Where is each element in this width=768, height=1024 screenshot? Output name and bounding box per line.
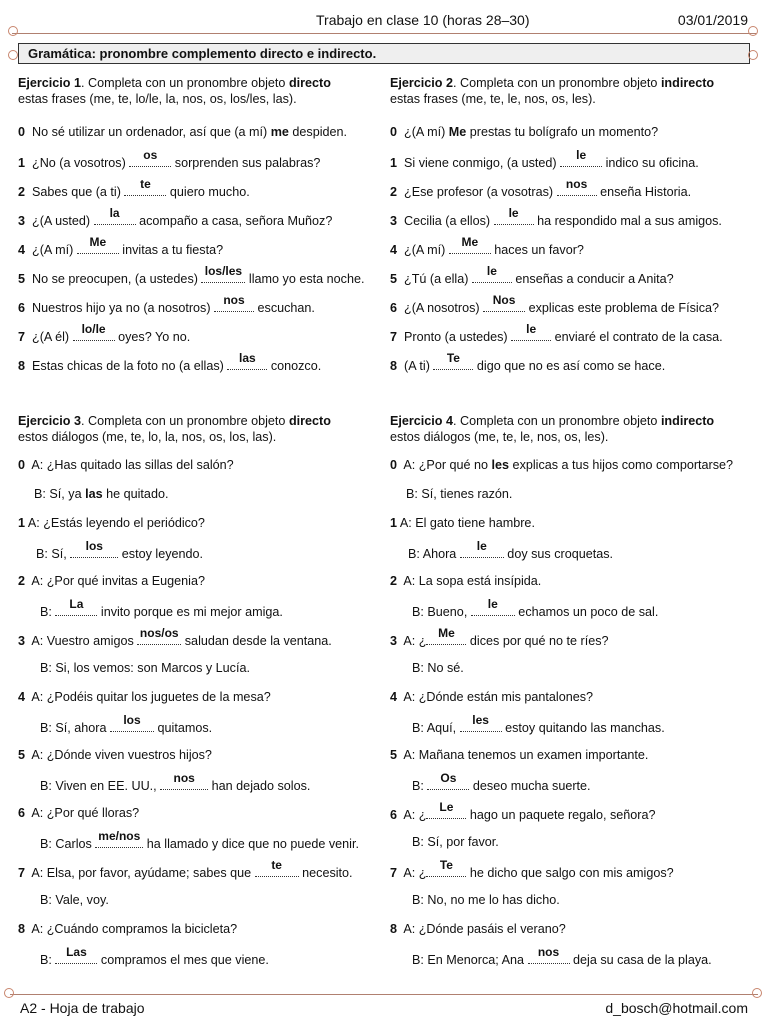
- exercise-line: [18, 235, 224, 257]
- instruction-keyword: indirecto: [660, 76, 715, 90]
- exercise-line: [18, 148, 321, 170]
- dialogue-text: A: ¿: [403, 866, 427, 880]
- topic-banner: [18, 43, 750, 64]
- answer-blank[interactable]: [426, 800, 466, 819]
- dialogue-a: [18, 921, 237, 937]
- answer-blank[interactable]: [255, 858, 299, 877]
- answer-blank[interactable]: [95, 829, 143, 848]
- exercise-line: [390, 206, 722, 228]
- exercise-line: [18, 177, 250, 199]
- sentence-text: (A ti): [404, 359, 434, 373]
- exercise-1: [18, 76, 380, 386]
- example-answer: las: [85, 487, 103, 501]
- sentence-text: escuchan.: [254, 301, 315, 315]
- instruction-options: estos diálogos (me, te, lo, la, nos, os, los, las).: [18, 429, 277, 444]
- answer-blank[interactable]: [471, 597, 515, 616]
- sentence-text: Sabes que (a ti): [32, 185, 125, 199]
- dialogue-text: hago un paquete regalo, señora?: [466, 808, 656, 822]
- dialogue-a: [18, 689, 271, 705]
- dialogue-text: B: En Menorca; Ana: [412, 953, 528, 967]
- answer-blank[interactable]: [227, 351, 267, 370]
- answer-text: Las: [66, 945, 87, 959]
- answer-text: nos/os: [139, 626, 179, 640]
- answer-text: me/nos: [98, 829, 141, 843]
- author-email: d_bosch@hotmail.com: [605, 1000, 748, 1016]
- sentence-text: ha respondido mal a sus amigos.: [533, 214, 722, 228]
- item-number: 6: [390, 808, 398, 822]
- dialogue-text: A: ¿: [403, 808, 427, 822]
- dialogue-b: [40, 945, 269, 967]
- item-number: 5: [390, 748, 398, 762]
- sentence-text: enviaré el contrato de la casa.: [551, 330, 723, 344]
- dialogue-b: [40, 713, 213, 735]
- answer-text: nos: [537, 945, 560, 959]
- dialogue-text: B: Viven en EE. UU.,: [40, 779, 161, 793]
- instruction-text: . Completa con un pronombre objeto: [453, 76, 661, 90]
- example-answer: les: [491, 458, 510, 472]
- dialogue-text: A: ¿Por qué lloras?: [31, 806, 140, 820]
- footer-divider: [10, 994, 758, 995]
- item-number: 0: [18, 458, 26, 472]
- item-number: 7: [390, 330, 398, 344]
- dialogue-b: [412, 945, 712, 967]
- header-divider: [12, 33, 756, 34]
- dialogue-text: B:: [412, 779, 428, 793]
- dialogue-text: A: El gato tiene hambre.: [399, 516, 535, 530]
- answer-blank[interactable]: [449, 235, 491, 254]
- answer-blank[interactable]: [55, 945, 97, 964]
- dialogue-text: B:: [40, 605, 56, 619]
- dialogue-text: echamos un poco de sal.: [514, 605, 659, 619]
- answer-blank[interactable]: [433, 351, 473, 370]
- dialogue-text: A: ¿Cuándo compramos la bicicleta?: [31, 922, 238, 936]
- sentence-text: ¿(A mí): [32, 243, 77, 257]
- answer-text: le: [508, 206, 519, 220]
- dialogue-text: A: Vuestro amigos: [31, 634, 138, 648]
- answer-text: Le: [439, 800, 454, 814]
- sentence-text: enseña Historia.: [596, 185, 692, 199]
- answer-text: le: [486, 264, 497, 278]
- dialogue-text: quitamos.: [154, 721, 213, 735]
- footer-label: A2 - Hoja de trabajo: [20, 1000, 145, 1016]
- dialogue-b: [36, 539, 204, 561]
- dialogue-text: explicas a tus hijos como comportarse?: [509, 458, 734, 472]
- exercise-3: [18, 414, 380, 974]
- answer-blank[interactable]: [460, 713, 502, 732]
- instruction-keyword: indirecto: [660, 414, 715, 428]
- answer-text: le: [526, 322, 537, 336]
- sentence-text: quiero mucho.: [166, 185, 250, 199]
- dialogue-a: [390, 689, 593, 705]
- dialogue-text: ha llamado y dice que no puede venir.: [143, 837, 359, 851]
- dialogue-a: [18, 805, 139, 821]
- item-number: 7: [18, 330, 26, 344]
- sentence-text: Si viene conmigo, (a usted): [404, 156, 561, 170]
- exercise-3-instructions: [18, 414, 331, 445]
- exercise-line: [390, 177, 692, 199]
- example-answer: Me: [448, 125, 467, 139]
- sentence-text: ¿(A nosotros): [404, 301, 484, 315]
- item-number: 6: [18, 806, 26, 820]
- answer-text: los: [123, 713, 141, 727]
- sentence-text: conozco.: [267, 359, 322, 373]
- dialogue-text: B: Vale, voy.: [40, 893, 109, 907]
- answer-blank[interactable]: [70, 539, 118, 558]
- answer-blank[interactable]: [201, 264, 245, 283]
- dialogue-text: A: ¿Por qué invitas a Eugenia?: [31, 574, 205, 588]
- answer-blank[interactable]: [110, 713, 154, 732]
- dialogue-text: han dejado solos.: [208, 779, 311, 793]
- dialogue-b: [406, 486, 512, 502]
- dialogue-a: [390, 858, 674, 880]
- dialogue-text: saludan desde la ventana.: [181, 634, 332, 648]
- dialogue-b: [412, 834, 499, 850]
- instruction-options: estas frases (me, te, le, nos, os, les).: [390, 91, 596, 106]
- dialogue-text: B: Bueno,: [412, 605, 471, 619]
- ornament-icon: [752, 988, 762, 998]
- sentence-text: ¿(A mí): [404, 243, 449, 257]
- ornament-icon: [4, 988, 14, 998]
- exercise-line: [18, 206, 333, 228]
- dialogue-text: A: ¿Por qué no: [403, 458, 492, 472]
- instruction-text: . Completa con un pronombre objeto: [81, 76, 289, 90]
- item-number: 2: [18, 574, 26, 588]
- answer-text: le: [487, 597, 498, 611]
- answer-blank[interactable]: [160, 771, 208, 790]
- answer-text: Me: [89, 235, 107, 249]
- sentence-text: Cecilia (a ellos): [404, 214, 494, 228]
- dialogue-text: he quitado.: [102, 487, 169, 501]
- exercise-line: [390, 322, 723, 344]
- dialogue-a: [390, 457, 733, 473]
- worksheet-title: Trabajo en clase 10 (horas 28–30): [316, 12, 530, 28]
- answer-blank[interactable]: [77, 235, 119, 254]
- answer-text: los/les: [204, 264, 243, 278]
- instruction-text: . Completa con un pronombre objeto: [81, 414, 289, 428]
- instruction-keyword: directo: [288, 414, 331, 428]
- item-number: 8: [18, 922, 26, 936]
- sentence-text: ¿No (a vosotros): [32, 156, 130, 170]
- sentence-text: Nuestros hijo ya no (a nosotros): [32, 301, 215, 315]
- dialogue-text: B: Carlos: [40, 837, 96, 851]
- dialogue-text: B:: [40, 953, 56, 967]
- item-number: 1: [390, 156, 398, 170]
- dialogue-a: [18, 573, 205, 589]
- dialogue-text: B: Si, los vemos: son Marcos y Lucía.: [40, 661, 250, 675]
- topic-banner-text: Gramática: pronombre complemento directo e indirecto.: [28, 46, 377, 61]
- sentence-text: despiden.: [288, 125, 348, 139]
- item-number: 8: [390, 922, 398, 936]
- dialogue-text: A: ¿Podéis quitar los juguetes de la mesa?: [31, 690, 271, 704]
- item-number: 2: [390, 574, 398, 588]
- item-number: 6: [18, 301, 26, 315]
- item-number: 0: [18, 125, 26, 139]
- item-number: 3: [390, 634, 398, 648]
- answer-text: le: [476, 539, 487, 553]
- dialogue-text: estoy quitando las manchas.: [501, 721, 665, 735]
- instruction-options: estos diálogos (me, te, le, nos, os, les).: [390, 429, 609, 444]
- dialogue-a: [390, 921, 566, 937]
- ornament-icon: [748, 50, 758, 60]
- answer-blank[interactable]: [124, 177, 166, 196]
- answer-blank[interactable]: [557, 177, 597, 196]
- sentence-text: ¿Ese profesor (a vosotras): [404, 185, 557, 199]
- dialogue-b: [412, 771, 591, 793]
- item-number: 3: [18, 634, 26, 648]
- dialogue-b: [40, 771, 311, 793]
- answer-blank[interactable]: [483, 293, 525, 312]
- answer-text: las: [238, 351, 256, 365]
- dialogue-text: A: ¿Dónde pasáis el verano?: [403, 922, 566, 936]
- dialogue-b: [412, 660, 464, 676]
- item-number: 7: [390, 866, 398, 880]
- dialogue-text: invito porque es mi mejor amiga.: [97, 605, 283, 619]
- answer-text: Me: [461, 235, 479, 249]
- answer-text: le: [576, 148, 587, 162]
- sentence-text: digo que no es así como se hace.: [473, 359, 666, 373]
- dialogue-text: B: Sí, ahora: [40, 721, 111, 735]
- sentence-text: Estas chicas de la foto no (a ellas): [32, 359, 228, 373]
- sentence-text: sorprenden sus palabras?: [171, 156, 321, 170]
- worksheet-date: 03/01/2019: [677, 12, 748, 28]
- answer-text: Nos: [492, 293, 516, 307]
- item-number: 2: [390, 185, 398, 199]
- answer-blank[interactable]: [511, 322, 551, 341]
- exercise-line: [390, 148, 699, 170]
- answer-blank[interactable]: [560, 148, 602, 167]
- item-number: 0: [390, 458, 398, 472]
- sentence-text: prestas tu bolígrafo un momento?: [466, 125, 659, 139]
- item-number: 5: [18, 748, 26, 762]
- dialogue-a: [390, 626, 609, 648]
- dialogue-text: A: Elsa, por favor, ayúdame; sabes que: [31, 866, 255, 880]
- answer-text: lo/le: [81, 322, 106, 336]
- dialogue-text: A: La sopa está insípida.: [403, 574, 542, 588]
- item-number: 4: [390, 690, 398, 704]
- item-number: 2: [18, 185, 26, 199]
- sentence-text: No se preocupen, (a ustedes): [32, 272, 202, 286]
- dialogue-b: [412, 892, 560, 908]
- item-number: 4: [18, 243, 26, 257]
- dialogue-text: B: Ahora: [408, 547, 460, 561]
- exercise-1-label: Ejercicio 1: [18, 76, 82, 90]
- dialogue-b: [40, 597, 283, 619]
- answer-text: la: [109, 206, 120, 220]
- sentence-text: ¿(A mí): [404, 125, 449, 139]
- dialogue-b: [408, 539, 614, 561]
- dialogue-text: B: Aquí,: [412, 721, 460, 735]
- item-number: 4: [390, 243, 398, 257]
- answer-blank[interactable]: [55, 597, 97, 616]
- item-number: 8: [390, 359, 398, 373]
- answer-blank[interactable]: [472, 264, 512, 283]
- sentence-text: llamo yo esta noche.: [245, 272, 365, 286]
- dialogue-b: [412, 713, 665, 735]
- answer-text: Os: [440, 771, 457, 785]
- answer-text: Te: [439, 858, 453, 872]
- item-number: 0: [390, 125, 398, 139]
- ornament-icon: [8, 26, 18, 36]
- ornament-icon: [8, 50, 18, 60]
- answer-blank[interactable]: [214, 293, 254, 312]
- exercise-1-instructions: [18, 76, 331, 107]
- dialogue-b: [40, 829, 359, 851]
- item-number: 7: [18, 866, 26, 880]
- exercise-3-label: Ejercicio 3: [18, 414, 82, 428]
- answer-blank[interactable]: [528, 945, 570, 964]
- ornament-icon: [748, 26, 758, 36]
- item-number: 3: [18, 214, 26, 228]
- sentence-text: enseñas a conducir a Anita?: [511, 272, 674, 286]
- answer-blank[interactable]: [94, 206, 136, 225]
- answer-blank[interactable]: [460, 539, 504, 558]
- dialogue-a: [390, 573, 541, 589]
- instruction-options: estas frases (me, te, lo/le, la, nos, os, los/les, las).: [18, 91, 297, 106]
- dialogue-text: B: Sí, ya: [34, 487, 86, 501]
- dialogue-a: [18, 457, 234, 473]
- dialogue-text: dices por qué no te ríes?: [466, 634, 609, 648]
- dialogue-text: estoy leyendo.: [118, 547, 204, 561]
- exercise-line: [18, 351, 322, 373]
- dialogue-a: [18, 626, 332, 648]
- answer-text: os: [143, 148, 158, 162]
- exercise-2-label: Ejercicio 2: [390, 76, 454, 90]
- exercise-2: [390, 76, 760, 386]
- answer-text: nos: [173, 771, 195, 785]
- dialogue-b: [34, 486, 168, 502]
- answer-text: Te: [446, 351, 460, 365]
- sentence-text: haces un favor?: [490, 243, 584, 257]
- exercise-line: [390, 235, 584, 257]
- dialogue-text: B: Sí, por favor.: [412, 835, 499, 849]
- dialogue-a: [390, 515, 535, 531]
- exercise-line: [18, 322, 191, 344]
- instruction-keyword: directo: [288, 76, 331, 90]
- sentence-text: indico su oficina.: [602, 156, 699, 170]
- dialogue-text: doy sus croquetas.: [503, 547, 614, 561]
- dialogue-text: A: ¿Estás leyendo el periódico?: [27, 516, 205, 530]
- dialogue-b: [412, 597, 659, 619]
- dialogue-a: [18, 515, 205, 531]
- dialogue-text: A: Mañana tenemos un examen importante.: [403, 748, 649, 762]
- item-number: 5: [18, 272, 26, 286]
- item-number: 3: [390, 214, 398, 228]
- exercise-line: [390, 264, 674, 286]
- page-header: [0, 12, 768, 34]
- sentence-text: acompaño a casa, señora Muñoz?: [135, 214, 333, 228]
- exercise-line: [18, 264, 365, 286]
- dialogue-text: compramos el mes que viene.: [97, 953, 269, 967]
- item-number: 8: [18, 359, 26, 373]
- answer-text: les: [472, 713, 489, 727]
- dialogue-b: [40, 892, 109, 908]
- answer-blank[interactable]: [427, 771, 469, 790]
- dialogue-text: A: ¿Dónde están mis pantalones?: [403, 690, 594, 704]
- dialogue-text: deja su casa de la playa.: [569, 953, 712, 967]
- sentence-text: ¿(A usted): [32, 214, 94, 228]
- exercise-line: [390, 293, 720, 315]
- instruction-text: . Completa con un pronombre objeto: [453, 414, 661, 428]
- sentence-text: No sé utilizar un ordenador, así que (a mí): [32, 125, 271, 139]
- answer-text: te: [271, 858, 282, 872]
- dialogue-text: B: Sí, tienes razón.: [406, 487, 513, 501]
- answer-blank[interactable]: [129, 148, 171, 167]
- dialogue-a: [18, 858, 353, 880]
- exercise-4-instructions: [390, 414, 714, 445]
- dialogue-text: necesito.: [298, 866, 353, 880]
- answer-blank[interactable]: [137, 626, 181, 645]
- item-number: 1: [18, 156, 26, 170]
- exercise-line: [18, 293, 315, 315]
- answer-blank[interactable]: [426, 858, 466, 877]
- example-answer: me: [270, 125, 289, 139]
- dialogue-text: A: ¿Has quitado las sillas del salón?: [31, 458, 234, 472]
- dialogue-text: A: ¿Dónde viven vuestros hijos?: [31, 748, 212, 762]
- item-number: 5: [390, 272, 398, 286]
- dialogue-a: [390, 747, 648, 763]
- exercise-line: [390, 351, 666, 373]
- answer-text: Me: [438, 626, 455, 640]
- item-number: 6: [390, 301, 398, 315]
- exercise-line: [18, 124, 347, 140]
- sentence-text: explicas este problema de Física?: [525, 301, 720, 315]
- dialogue-text: A: ¿: [403, 634, 427, 648]
- dialogue-a: [18, 747, 212, 763]
- item-number: 1: [390, 516, 398, 530]
- answer-text: La: [69, 597, 84, 611]
- dialogue-text: B: Sí,: [36, 547, 71, 561]
- answer-text: los: [85, 539, 103, 553]
- sentence-text: invitas a tu fiesta?: [118, 243, 224, 257]
- exercise-4: [390, 414, 760, 974]
- dialogue-b: [40, 660, 250, 676]
- sentence-text: ¿Tú (a ella): [404, 272, 472, 286]
- item-number: 1: [18, 516, 26, 530]
- answer-blank[interactable]: [494, 206, 534, 225]
- dialogue-text: B: No, no me lo has dicho.: [412, 893, 560, 907]
- answer-blank[interactable]: [73, 322, 115, 341]
- sentence-text: Pronto (a ustedes): [404, 330, 512, 344]
- exercise-line: [390, 124, 658, 140]
- sentence-text: oyes? Yo no.: [114, 330, 191, 344]
- sentence-text: ¿(A él): [32, 330, 73, 344]
- answer-text: te: [140, 177, 151, 191]
- answer-blank[interactable]: [426, 626, 466, 645]
- exercise-2-instructions: [390, 76, 714, 107]
- answer-text: nos: [565, 177, 588, 191]
- exercise-4-label: Ejercicio 4: [390, 414, 454, 428]
- answer-text: nos: [223, 293, 245, 307]
- dialogue-a: [390, 800, 656, 822]
- dialogue-text: B: No sé.: [412, 661, 464, 675]
- item-number: 4: [18, 690, 26, 704]
- dialogue-text: he dicho que salgo con mis amigos?: [466, 866, 674, 880]
- dialogue-text: deseo mucha suerte.: [469, 779, 591, 793]
